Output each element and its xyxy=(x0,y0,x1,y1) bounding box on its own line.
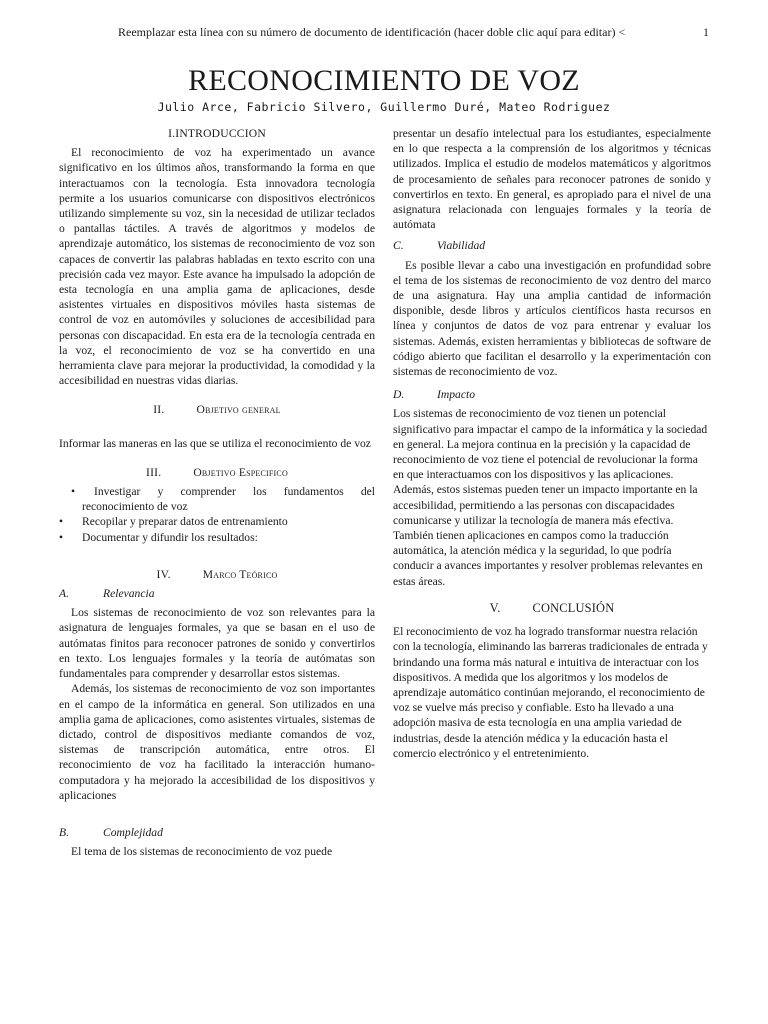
subsection-letter: D. xyxy=(393,388,405,402)
relevancia-paragraph-1: Los sistemas de reconocimiento de voz son relevantes para la asignatura de lenguajes formales, ya que se basan en el uso de autómatas finitos para reconocer patrones de sonido y convertirlos en texto. Los lenguajes formales y la teoría de autómatas son fundamentales para comprender y desarrollar estos sistemas. xyxy=(59,606,375,681)
section-heading-conclusion xyxy=(393,601,711,616)
objetivo-general-paragraph: Informar las maneras en las que se utiliza el reconocimiento de voz xyxy=(59,436,371,450)
authors-line: Julio Arce, Fabricio Silvero, Guillermo Duré, Mateo Rodriguez xyxy=(157,100,611,114)
section-number: V. xyxy=(489,600,501,615)
section-title: Objetivo general xyxy=(196,403,281,417)
section-number: III. xyxy=(146,465,162,479)
section-title: Objetivo Especifico xyxy=(193,465,288,479)
subsection-heading-complejidad xyxy=(59,825,375,840)
section-heading-marco-teorico xyxy=(59,567,375,582)
section-title: CONCLUSIÓN xyxy=(532,600,615,615)
viabilidad-paragraph: Es posible llevar a cabo una investigación en profundidad sobre el tema de los sistemas de reconocimiento de voz dentro del marco de una asignatura. Hay una amplia cantidad de información disponible, desde libros y artículos científicos hasta recursos en línea y conjuntos de datos de voz para entrenar y evaluar los sistemas. Además, existen herramientas y bibliotecas de software de código abierto que facilitan el desarrollo y la experimentación con sistemas de reconocimiento de voz. xyxy=(393,258,711,379)
subsection-letter: B. xyxy=(59,825,69,839)
section-heading-objetivo-especifico xyxy=(59,465,375,480)
subsection-title: Complejidad xyxy=(103,825,163,839)
document-title: RECONOCIMIENTO DE VOZ xyxy=(188,64,580,97)
subsection-title: Viabilidad xyxy=(437,239,486,253)
objetivos-list xyxy=(59,484,375,545)
complejidad-paragraph-start: El tema de los sistemas de reconocimiento de voz puede xyxy=(71,845,333,859)
subsection-heading-impacto xyxy=(393,387,711,402)
page-number: 1 xyxy=(703,25,709,39)
conclusion-paragraph: El reconocimiento de voz ha logrado transformar nuestra relación con la tecnología, eliminando las barreras tradicionales de entrada y brindando una forma más natural e intuitiva de interactuar con los dispositivos. A medida que los algoritmos y los modelos de aprendizaje automático continúan mejorando, el reconocimiento de voz se vuelve más preciso y confiable. Esto ha llevado a una adopción masiva de esta tecnología en una amplia variedad de industrias, desde la atención médica y la educación hasta el comercio electrónico y el entretenimiento. xyxy=(393,625,708,760)
impacto-paragraph: Los sistemas de reconocimiento de voz tienen un potencial significativo para impactar el campo de la informática y la sociedad en general. La mejora continua en la precisión y la capacidad de reconocimiento de voz tiene el potencial de revolucionar la forma en que interactuamos con los dispositivos y las aplicaciones. Además, estos sistemas pueden tener un impacto importante en la accesibilidad, permitiendo a las personas con discapacidades comunicarse y utilizar la tecnología de manera más efectiva. También tienen aplicaciones en campos como la traducción automática, la atención médica y la seguridad, lo que podría conducir a avances importantes y resolver problemas relevantes en estas áreas. xyxy=(393,407,708,588)
section-heading-objetivo-general xyxy=(59,402,375,417)
left-column xyxy=(59,126,375,859)
header-text[interactable]: Reemplazar esta línea con su número de documento de identificación (hacer doble clic aquí para editar) < xyxy=(118,25,626,39)
list-item: • Investigar y comprender los fundamentos del reconocimiento de voz xyxy=(59,484,375,514)
subsection-heading-relevancia xyxy=(59,586,375,601)
subsection-title: Relevancia xyxy=(103,587,155,601)
subsection-heading-viabilidad xyxy=(393,238,711,253)
intro-paragraph: El reconocimiento de voz ha experimentado un avance significativo en los últimos años, transformando la forma en que interactuamos con la tecnología. Esta innovadora tecnología permite a los usuarios comunicarse con dispositivos electrónicos utilizando simplemente su voz, sin la necesidad de utilizar teclados o pantallas táctiles. A través de algoritmos y modelos de aprendizaje automático, los sistemas de reconocimiento de voz son capaces de convertir las palabras habladas en texto escrito con una precisión cada vez mayor. Este avance ha impulsado la adopción de esta tecnología en una amplia gama de aplicaciones, desde asistentes virtuales en dispositivos móviles hasta sistemas de control de voz en automóviles y soluciones de accesibilidad para personas con discapacidad. En esta era de la tecnología centrada en la voz, el reconocimiento de voz se ha convertido en una herramienta clave para mejorar la productividad, la comodidad y la accesibilidad en nuestras vidas diarias. xyxy=(59,146,375,388)
list-item: • Documentar y difundir los resultados: xyxy=(59,530,375,545)
subsection-title: Impacto xyxy=(437,388,475,402)
list-item: • Recopilar y preparar datos de entrenamiento xyxy=(59,514,375,529)
page-header xyxy=(0,25,768,43)
section-number: II. xyxy=(153,403,165,417)
section-title: Marco Teórico xyxy=(202,567,278,581)
relevancia-paragraph-2: Además, los sistemas de reconocimiento de voz son importantes en el campo de la informática en general. Son utilizados en una amplia gama de aplicaciones, como asistentes virtuales, sistemas de dictado, control de dispositivos mediante comandos de voz, sistemas de transcripción automática, entre otros. El reconocimiento de voz ha facilitado la interacción humano-computadora y ha mejorado la accesibilidad de los dispositivos y aplicaciones xyxy=(59,682,375,802)
section-heading-introduccion xyxy=(59,126,375,141)
right-column xyxy=(393,126,711,761)
section-number: IV. xyxy=(156,567,171,581)
section-number: I. xyxy=(168,127,176,140)
subsection-letter: A. xyxy=(59,587,69,601)
complejidad-paragraph-continued: presentar un desafío intelectual para los estudiantes, especialmente en lo que respecta a la comprensión de los algoritmos y técnicas utilizados. Implica el estudio de modelos matemáticos y algoritmos de procesamiento de señales para reconocer patrones de sonido y convertirlos en texto. En general, es apropiado para el nivel de una asignatura relacionada con lenguajes formales y la teoría de autómata xyxy=(393,127,711,232)
subsection-letter: C. xyxy=(393,239,404,253)
section-title: INTRODUCCION xyxy=(175,127,266,140)
